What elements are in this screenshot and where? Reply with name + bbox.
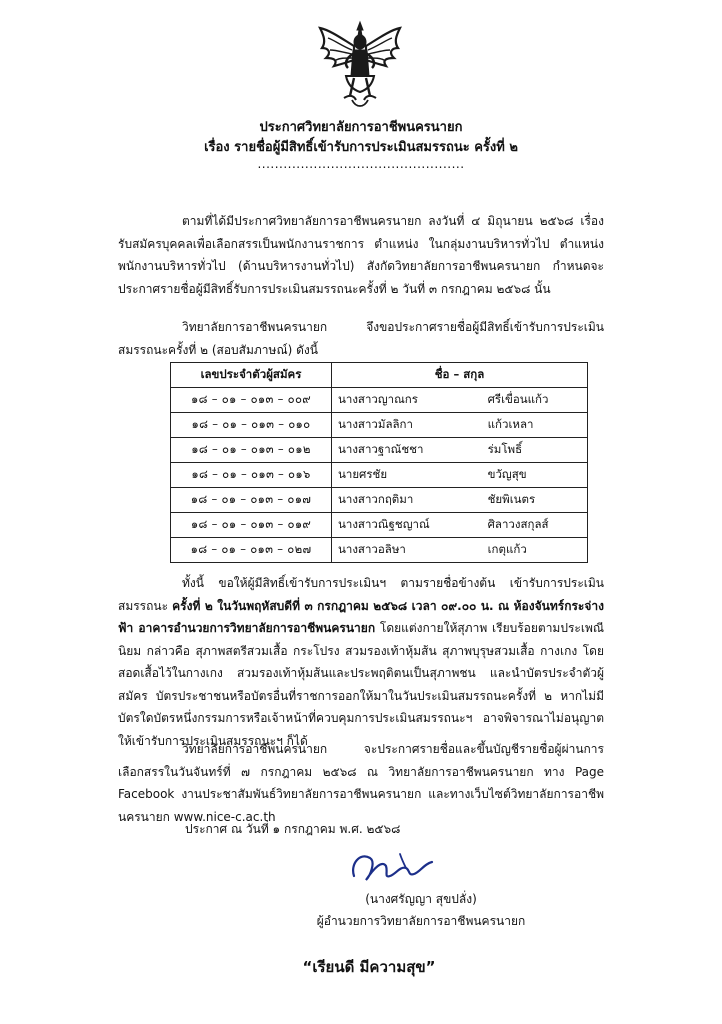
table-header-row bbox=[171, 363, 588, 388]
candidate-name: นางสาวฐาณัชชา bbox=[332, 438, 482, 463]
table-row bbox=[171, 413, 588, 438]
column-header-id: เลขประจำตัวผู้สมัคร bbox=[171, 363, 332, 388]
column-header-name: ชื่อ – สกุล bbox=[332, 363, 588, 388]
candidate-id: ๑๘ – ๐๑ – ๐๑๓ – ๐๑๙ bbox=[171, 513, 332, 538]
candidate-surname: ศรีเขื่อนแก้ว bbox=[482, 388, 588, 413]
intro-paragraph-text: ตามที่ได้มีประกาศวิทยาลัยการอาชีพนครนายก ลงวันที่ ๔ มิถุนายน ๒๕๖๘ เรื่อง รับสมัครบุคคลเพื่อเลือกสรรเป็นพนักงานราชการ ตำแหน่ง ในกลุ่มงานบริหารทั่วไป ตำแหน่ง พนักงานบริหารทั่วไป (ด้านบริหารงานทั่วไป) สังกัดวิทยาลัยการอาชีพนครนายก กำหนดจะประกาศรายชื่อผู้มีสิทธิ์รับการประเมินสมรรถนะครั้งที่ ๒ วันที่ ๓ กรกฎาคม ๒๕๖๘ นั้น bbox=[118, 214, 604, 296]
candidate-table bbox=[170, 362, 588, 563]
table-row bbox=[171, 463, 588, 488]
instructions-lead: ทั้งนี้ ขอให้ผู้มีสิทธิ์เข้ารับการประเมินฯ ตามรายชื่อข้างต้น เข้ารับการประเมินสมรรถนะ bbox=[118, 576, 604, 613]
announce-paragraph-text: วิทยาลัยการอาชีพนครนายก จึงขอประกาศรายชื่อผู้มีสิทธิ์เข้ารับการประเมินสมรรถนะครั้งที่ ๒ (สอบสัมภาษณ์) ดังนี้ bbox=[118, 320, 604, 357]
candidate-surname: ร่มโพธิ์ bbox=[482, 438, 588, 463]
candidate-name: นางสาวอลิษา bbox=[332, 538, 482, 563]
garuda-emblem-icon bbox=[316, 20, 404, 110]
instructions-paragraph bbox=[118, 572, 604, 752]
candidate-name: นางสาวญาณกร bbox=[332, 388, 482, 413]
announce-paragraph bbox=[118, 316, 604, 361]
candidate-surname: ชัยพิเนตร bbox=[482, 488, 588, 513]
candidate-id: ๑๘ – ๐๑ – ๐๑๓ – ๐๑๒ bbox=[171, 438, 332, 463]
candidate-id: ๑๘ – ๐๑ – ๐๑๓ – ๐๒๗ bbox=[171, 538, 332, 563]
results-paragraph bbox=[118, 738, 604, 828]
candidate-name: นางสาวมัลลิกา bbox=[332, 413, 482, 438]
candidate-name: นางสาวณิฐชญาณ์ bbox=[332, 513, 482, 538]
intro-paragraph bbox=[118, 210, 604, 300]
candidate-surname: ขวัญสุข bbox=[482, 463, 588, 488]
table-row bbox=[171, 513, 588, 538]
table-row bbox=[171, 538, 588, 563]
announcement-date: ประกาศ ณ วันที่ ๑ กรกฎาคม พ.ศ. ๒๕๖๘ bbox=[185, 822, 401, 836]
signer-name: (นางศรัญญา สุขปลั่ง) bbox=[365, 892, 477, 906]
candidate-surname: แก้วเหลา bbox=[482, 413, 588, 438]
candidate-id: ๑๘ – ๐๑ – ๐๑๓ – ๐๑๐ bbox=[171, 413, 332, 438]
candidate-id: ๑๘ – ๐๑ – ๐๑๓ – ๐๑๖ bbox=[171, 463, 332, 488]
table-row bbox=[171, 488, 588, 513]
table-row bbox=[171, 388, 588, 413]
signer-position: ผู้อำนวยการวิทยาลัยการอาชีพนครนายก bbox=[316, 914, 526, 928]
title-divider: ................................................ bbox=[257, 157, 465, 171]
candidate-id: ๑๘ – ๐๑ – ๐๑๓ – ๐๑๗ bbox=[171, 488, 332, 513]
table-row bbox=[171, 438, 588, 463]
candidate-name: นายศรชัย bbox=[332, 463, 482, 488]
announcement-subject: เรื่อง รายชื่อผู้มีสิทธิ์เข้ารับการประเมินสมรรถนะ ครั้งที่ ๒ bbox=[204, 140, 518, 155]
candidate-id: ๑๘ – ๐๑ – ๐๑๓ – ๐๐๙ bbox=[171, 388, 332, 413]
candidate-surname: เกตุแก้ว bbox=[482, 538, 588, 563]
results-paragraph-text: วิทยาลัยการอาชีพนครนายก จะประกาศรายชื่อและขึ้นบัญชีรายชื่อผู้ผ่านการเลือกสรรในวันจันทร์ที่ ๗ กรกฎาคม ๒๕๖๘ ณ วิทยาลัยการอาชีพนครนายก ทาง Page Facebook งานประชาสัมพันธ์วิทยาลัยการอาชีพนครนายก และทางเว็บไซต์วิทยาลัยการอาชีพนครนายก www.nice-c.ac.th bbox=[118, 742, 604, 824]
interview-schedule: ครั้งที่ ๒ ในวันพฤหัสบดีที่ ๓ กรกฎาคม ๒๕๖๘ เวลา ๐๙.๐๐ น. ณ ห้องจันทร์กระจ่างฟ้า อาคารอำนวยการวิทยาลัยการอาชีพนครนายก bbox=[118, 598, 604, 635]
closing-motto: “เรียนดี มีความสุข” bbox=[302, 958, 436, 976]
candidate-surname: ศิลาวงสกุลส์ bbox=[482, 513, 588, 538]
signature-icon bbox=[340, 846, 450, 888]
announcement-title: ประกาศวิทยาลัยการอาชีพนครนายก bbox=[259, 120, 463, 135]
instructions-paragraph-text bbox=[118, 572, 604, 752]
instructions-rest: โดยแต่งกายให้สุภาพ เรียบร้อยตามประเพณีนิยม กล่าวคือ สุภาพสตรีสวมเสื้อ กระโปรง สวมรองเท้าหุ้มส้น สุภาพบุรุษสวมเสื้อ กางเกง โดยสอดเสื้อไว้ในกางเกง สวมรองเท้าหุ้มส้นและประพฤติตนเป็นสุภาพชน และนำบัตรประจำตัวผู้สมัคร บัตรประชาชนหรือบัตรอื่นที่ราชการออกให้มาในวันประเมินสมรรถนะครั้งที่ ๒ หากไม่มีบัตรใดบัตรหนึ่งกรรมการหรือเจ้าหน้าที่ควบคุมการประเมินสมรรถนะฯ อาจพิจารณาไม่อนุญาตให้เข้ารับการประเมินสมรรถนะฯ ก็ได้ bbox=[118, 621, 604, 748]
candidate-name: นางสาวกฤติมา bbox=[332, 488, 482, 513]
